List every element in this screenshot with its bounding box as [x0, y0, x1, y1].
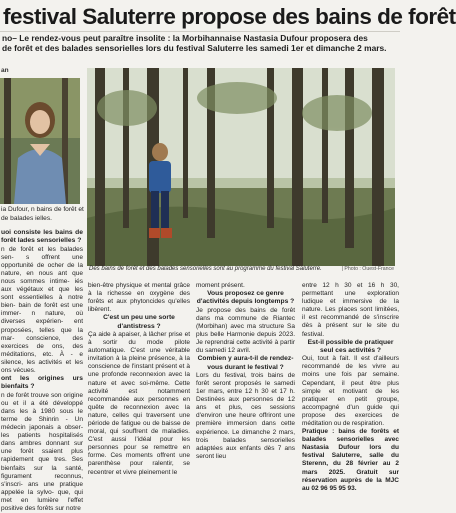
photo-credit: | Photo : Ouest-France [341, 266, 394, 272]
paragraph: bien-être physique et mental grâce à la richesse en oxygène des forêts et aux phytoncides qu'elles libèrent. [88, 282, 190, 314]
question-heading: Vous proposez ce genre d'activités depuis longtemps ? [196, 290, 295, 306]
photo-caption: Des bains de forêt et des balades sensorielles sont au programme du festival Saluterre. [89, 266, 322, 272]
question-heading: uoi consiste les bains de forêt lades sensorielles ? [1, 229, 83, 245]
paragraph: Je propose des bains de forêt dans ma commune de Riantec (Morbihan) avec ma structure Sa plus belle Harmonie depuis 2023. Je reprendrai cette activité à partir du samedi 12 avril. [196, 306, 295, 355]
headline-rule [0, 31, 400, 32]
portrait-photo [0, 78, 80, 204]
paragraph: Oui, tout à fait. Il est d'ailleurs recommandé de les vivre au moins une fois par semaine. Cependant, il peut être plus simple et motivant de les pratiquer en petit groupe, accompagné d'un guide qui propose des exercices de méditation ou de respiration. [302, 355, 399, 427]
headline: festival Saluterre propose des bains de forêt [3, 4, 456, 29]
paragraph: Lors du festival, trois bains de forêt seront proposés le samedi 1er mars, entre 12 h 30 et 17 h. Destinées aux personnes de 12 ans et plus, ces sessions d'environ une heure offriront une première immersion dans cette expérience. Le dimanche 2 mars, trois balades sensorielles adaptées aux enfants dès 7 ans seront lieu [196, 371, 295, 460]
column-1 [1, 229, 83, 512]
paragraph: n de forêt et les balades sen- s offrent une opportunité de ocher de la nature, en nous ant que nous sommes intime- iés aux végétaux et que les sont essentielles à notre bien- bain de forêt est une immer- n nature, où diverses expérien- ent proposées, telles que la mar- conscience, des exercices de ons, des méditations, etc. À - e silence, les activités et les ons vécues. [1, 245, 83, 374]
lead-paragraph [0, 33, 402, 63]
column-3 [196, 282, 295, 460]
paragraph: entre 12 h 30 et 16 h 30, permettant une exploration ludique et immersive de la nature. Les places sont limitées, il est recommandé de s'inscrire dès à présent sur le site du festival. [302, 282, 399, 338]
practical-info: Pratique : bains de forêts et balades sensorielles avec Nastasia Dufour lors du festival Saluterre, salle du Sterenn, du 28 février au 2 mars 2025. Gratuit sur réservation auprès de la MJC au 02 96 95 95 93. [302, 428, 399, 492]
question-heading: Combien y aura-t-il de rendez-vous durant le festival ? [197, 355, 294, 371]
paragraph: n de forêt trouve son origine ou et il a été développé dans les à 1980 sous le terme de Shinrin - Un médecin japonais a obser- les patients hospitalisés dans ambres donnant sur une forêt ssaient plus rapidement que tres. Ses bienfaits sur la santé, figurament reconnus, s'inscri- ans une pratique appelée la sylvo- que, qui met en lumière l'effet positive des forêts sur notre [1, 391, 83, 512]
question-heading: ont les origines urs bienfaits ? [1, 375, 83, 391]
column-2 [88, 282, 190, 476]
question-heading: C'est un peu une sorte d'antistress ? [103, 314, 175, 330]
column-4 [302, 282, 399, 492]
paragraph: moment présent. [196, 282, 245, 289]
lead-line-2: de forêt et des balades sensorielles lors du festival Saluterre les samedi 1er et dimanche 2 mars. [2, 43, 387, 53]
forest-photo [87, 68, 395, 266]
portrait-caption: ia Dufour, n bains de forêt et de balades ielles. [1, 206, 84, 222]
section-tag: an [1, 67, 9, 74]
lead-line-1: no– Le rendez-vous peut paraître insolite : la Morbihannaise Nastasia Dufour proposera des [2, 33, 368, 43]
question-heading: Est-il possible de pratiquer seul ces activités ? [307, 338, 394, 354]
paragraph: Ça aide à apaiser, à lâcher prise et à sortir du mode pilote automatique. C'est une véritable invitation à la pleine présence, à la conscience de l'instant présent et à une profonde reconnexion avec la nature et avec soi-même. Cette activité est notamment recommandée aux personnes en quête de reconnexion avec la nature, celles qui traversent une période de fatigue ou de baisse de moral, qui souffrent de maladies. C'est aussi l'idéal pour les personnes pour se remettre en forme. Ces moments offrent une parenthèse pour ralentir, se recentrer et vivre pleinement le [88, 330, 190, 476]
